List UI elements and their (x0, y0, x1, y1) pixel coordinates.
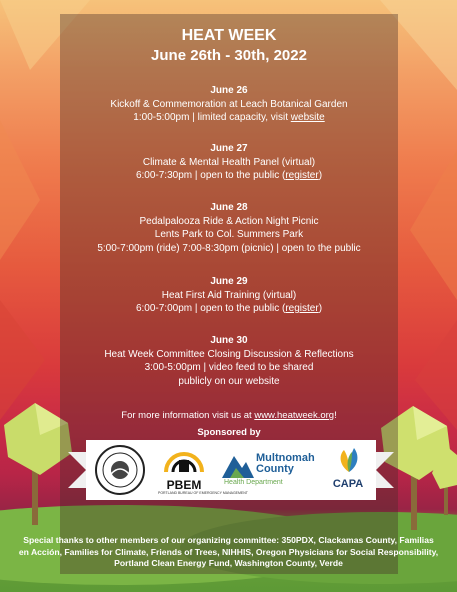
website-link[interactable]: website (290, 112, 325, 123)
special-thanks-text: Special thanks to other members of our organizing committee: 350PDX, Clackamas County, Familias en Acción, Families for Climate, Friends of Trees, NIHHIS, Oregon Physicians for Social Responsibility, Portland Clean Energy Fund, Washington County, Verde (18, 535, 439, 568)
event-date: June 27 (210, 143, 248, 154)
event-title: Pedalpalooza Ride & Action Night Picnic (139, 215, 319, 227)
more-info: For more information visit us at www.heatweek.org! (121, 410, 337, 421)
event-date: June 28 (210, 202, 248, 213)
pbem-subtitle: PORTLAND BUREAU OF EMERGENCY MANAGEMENT (158, 491, 248, 495)
event-title: Heat First Aid Training (virtual) (161, 289, 297, 301)
heatweek-link[interactable]: www.heatweek.org (254, 410, 335, 421)
page-dates: June 26th - 30th, 2022 (151, 47, 307, 64)
event-june-30 (60, 334, 398, 388)
event-detail-2: publicly on our website (178, 375, 280, 387)
banner-ribbon-right (376, 452, 394, 488)
page-title: HEAT WEEK (181, 27, 277, 44)
mountain-icon (222, 452, 254, 478)
pbem-name: PBEM (166, 478, 202, 492)
event-detail: 6:00-7:30pm | open to the public (register) (135, 170, 323, 181)
event-date: June 26 (210, 85, 248, 96)
multnomah-line1: Multnomah (256, 452, 315, 464)
event-date: June 30 (210, 335, 248, 346)
sponsored-by-label: Sponsored by (197, 427, 261, 438)
event-june-28 (60, 201, 398, 255)
event-title: Heat Week Committee Closing Discussion & Reflections (104, 348, 354, 360)
pbem-logo (158, 444, 248, 496)
register-link[interactable]: register (285, 170, 319, 181)
multnomah-dept: Health Department (224, 479, 283, 486)
city-of-portland-seal-logo (94, 444, 146, 496)
event-title: Climate & Mental Health Panel (virtual) (142, 156, 316, 168)
multnomah-line2: County (256, 463, 294, 475)
event-june-29 (60, 275, 398, 316)
event-detail: 1:00-5:00pm | limited capacity, visit website (133, 112, 325, 123)
pbem-sun-icon (158, 444, 210, 474)
capa-leaf-icon (336, 446, 362, 474)
event-detail: 6:00-7:00pm | open to the public (register) (135, 303, 323, 314)
register-link[interactable]: register (285, 303, 319, 314)
banner-ribbon-left (68, 452, 86, 488)
event-june-27 (60, 142, 398, 183)
event-date: June 29 (210, 276, 248, 287)
capa-name: CAPA (332, 478, 364, 490)
multnomah-county-logo (222, 444, 318, 496)
event-detail: 3:00-5:00pm | video feed to be shared (144, 362, 314, 373)
event-detail: 5:00-7:00pm (ride) 7:00-8:30pm (picnic) | open to the public (97, 242, 361, 254)
far-right-tree-decoration (430, 445, 457, 515)
capa-logo (326, 444, 370, 496)
event-june-26 (60, 84, 398, 125)
event-location: Lents Park to Col. Summers Park (154, 229, 304, 240)
event-title: Kickoff & Commemoration at Leach Botanical Garden (110, 98, 348, 110)
